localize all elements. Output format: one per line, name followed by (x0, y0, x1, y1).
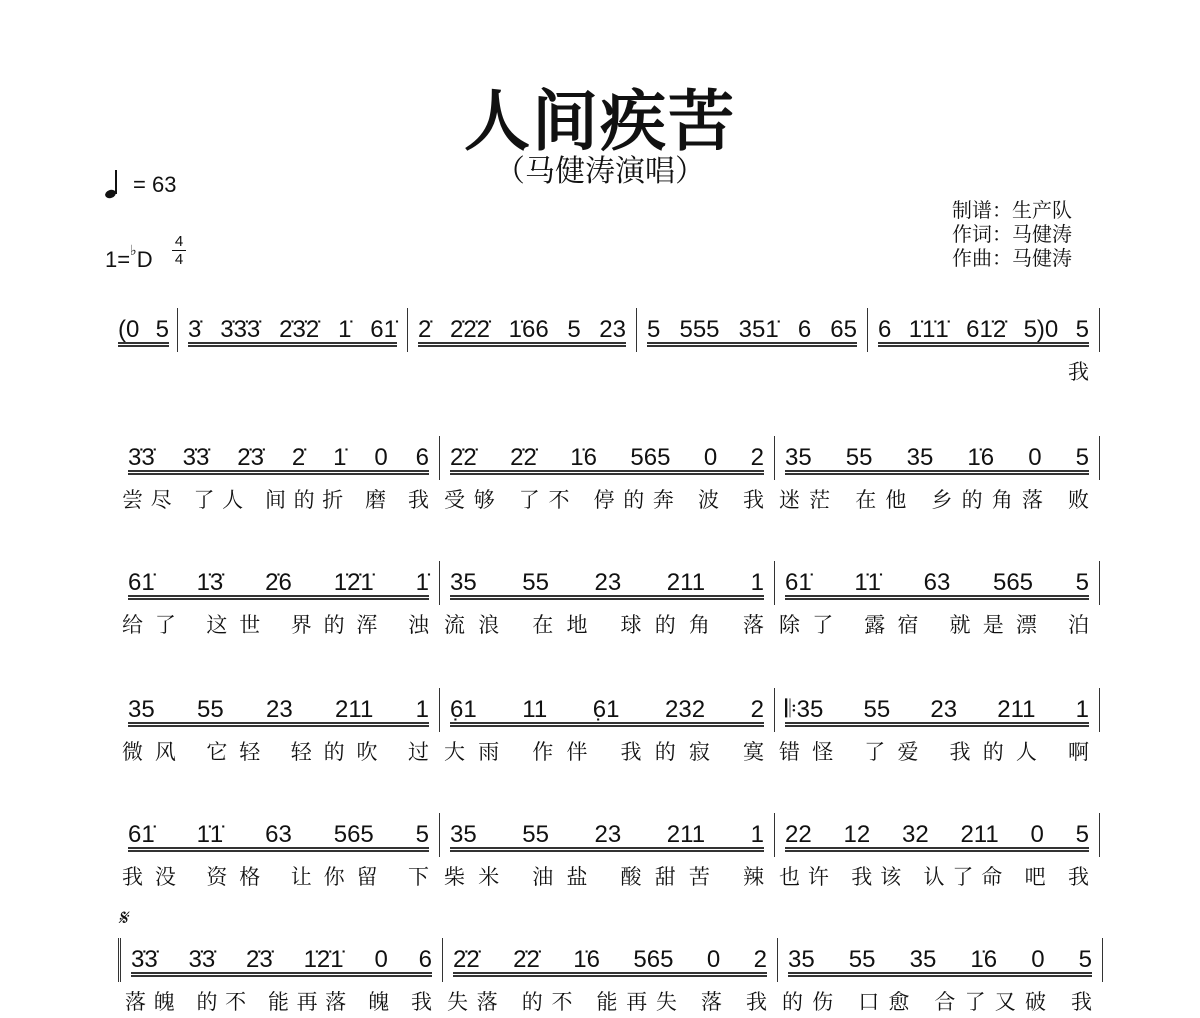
measure (408, 308, 637, 352)
measure (118, 813, 440, 889)
quarter-note-icon (105, 172, 119, 198)
key-note: D (136, 247, 153, 272)
measure-notes: 61̇ 1̇3̇ 2̇6 1̇2̇1̇ 1̇ (128, 569, 429, 596)
time-top: 4 (174, 233, 184, 250)
measure-lyrics: 错怪 了爱 我的人 啊 (779, 740, 1089, 764)
tempo-value: = 63 (133, 172, 177, 197)
score-row (118, 813, 1100, 889)
measure-lyrics: 的伤 口愈 合了又破 我 (782, 990, 1092, 1014)
measure-notes: 5 555 351̇ 6 65 (647, 316, 857, 343)
score-row (118, 938, 1103, 1014)
measure-lyrics: 尝尽 了人 间的折 磨 我 (122, 488, 429, 512)
measure-lyrics: 我没 资格 让你留 下 (122, 865, 429, 889)
measure-notes: 35 55 23 211 1 (450, 821, 764, 848)
measure-lyrics: 流浪 在地 球的角 落 (444, 613, 764, 637)
measure (118, 688, 440, 764)
measure (440, 561, 775, 637)
measure-lyrics: 受够 了不 停的奔 波 我 (444, 488, 764, 512)
measure (118, 436, 440, 512)
measure-notes: 3̇3̇ 3̇3̇ 2̇3̇ 1̇2̇1̇ 0 6 (131, 946, 432, 973)
time-bottom: 4 (174, 251, 184, 268)
measure-notes: 3̇ 3̇3̇3̇ 2̇3̇2̇ 1̇ 61̇ (188, 316, 397, 343)
measure (868, 308, 1100, 384)
measure-notes: 35 55 23 211 1 (450, 569, 764, 596)
measure-notes: 22 12 32 211 0 5 (785, 821, 1089, 848)
measure-lyrics: 柴米 油盐 酸甜苦 辣 (444, 865, 764, 889)
measure-notes: 6 1̇1̇1̇ 61̇2̇ 5)0 5 (878, 316, 1089, 343)
measure-notes: 𝄆35 55 23 211 1 (785, 696, 1089, 723)
measure (121, 938, 443, 1014)
measure-lyrics: 失落 的不 能再失 落 我 (447, 990, 767, 1014)
measure (178, 308, 408, 352)
measure-lyrics: 给了 这世 界的浑 浊 (122, 613, 429, 637)
score-row (118, 436, 1100, 512)
measure (778, 938, 1103, 1014)
song-subtitle: （马健涛演唱） (495, 154, 705, 189)
measure-notes: 2̇2̇ 2̇2̇ 1̇6 565 0 2 (453, 946, 767, 973)
measure (440, 436, 775, 512)
measure-notes: 35 55 35 1̇6 0 5 (785, 444, 1089, 471)
measure-lyrics: 我 (1068, 360, 1089, 384)
measure-lyrics: 除了 露宿 就是漂 泊 (779, 613, 1089, 637)
measure (775, 688, 1100, 764)
measure (775, 561, 1100, 637)
measure-notes: 2̇2̇ 2̇2̇ 1̇6 565 0 2 (450, 444, 764, 471)
time-signature (172, 234, 186, 267)
measure-notes: 61̇ 1̇1̇ 63 565 5 (785, 569, 1089, 596)
measure-notes: 61̇ 1̇1̇ 63 565 5 (128, 821, 429, 848)
measure-lyrics: 落魄 的不 能再落 魄 我 (125, 990, 432, 1014)
song-title: 人间疾苦 (464, 83, 736, 160)
measure (775, 813, 1100, 889)
measure-lyrics: 也许 我该 认了命 吧 我 (779, 865, 1089, 889)
credit-arranger: 制谱：生产队 (952, 198, 1072, 222)
measure-notes: 35 55 23 211 1 (128, 696, 429, 723)
score-row (118, 688, 1100, 764)
measure-lyrics: 微风 它轻 轻的吹 过 (122, 740, 429, 764)
key-signature (105, 242, 153, 273)
measure (440, 813, 775, 889)
score-row (118, 308, 1100, 384)
credits (952, 198, 1072, 270)
measure-notes: 35 55 35 1̇6 0 5 (788, 946, 1092, 973)
measure-lyrics: 大雨 作伴 我的寂 寞 (444, 740, 764, 764)
measure-lyrics: 迷茫 在他 乡的角落 败 (779, 488, 1089, 512)
tempo-marking (105, 172, 176, 198)
measure (775, 436, 1100, 512)
key-prefix: 1= (105, 247, 131, 272)
credit-lyricist: 作词：马健涛 (952, 222, 1072, 246)
measure-notes: 6̣1 11 6̣1 232 2 (450, 696, 764, 723)
credit-composer: 作曲：马健涛 (952, 246, 1072, 270)
measure-notes: (0 5 (118, 316, 169, 343)
score-row (118, 561, 1100, 637)
measure (118, 308, 178, 352)
flat-sign: ♭ (130, 242, 137, 258)
segno-sign: 𝄋 (118, 905, 128, 930)
measure-notes: 2̇ 2̇2̇2̇ 1̇66 5 23 (418, 316, 626, 343)
measure (443, 938, 778, 1014)
measure (118, 561, 440, 637)
measure-notes: 3̇3̇ 3̇3̇ 2̇3̇ 2̇ 1̇ 0 6 (128, 444, 429, 471)
measure (440, 688, 775, 764)
measure (637, 308, 868, 352)
